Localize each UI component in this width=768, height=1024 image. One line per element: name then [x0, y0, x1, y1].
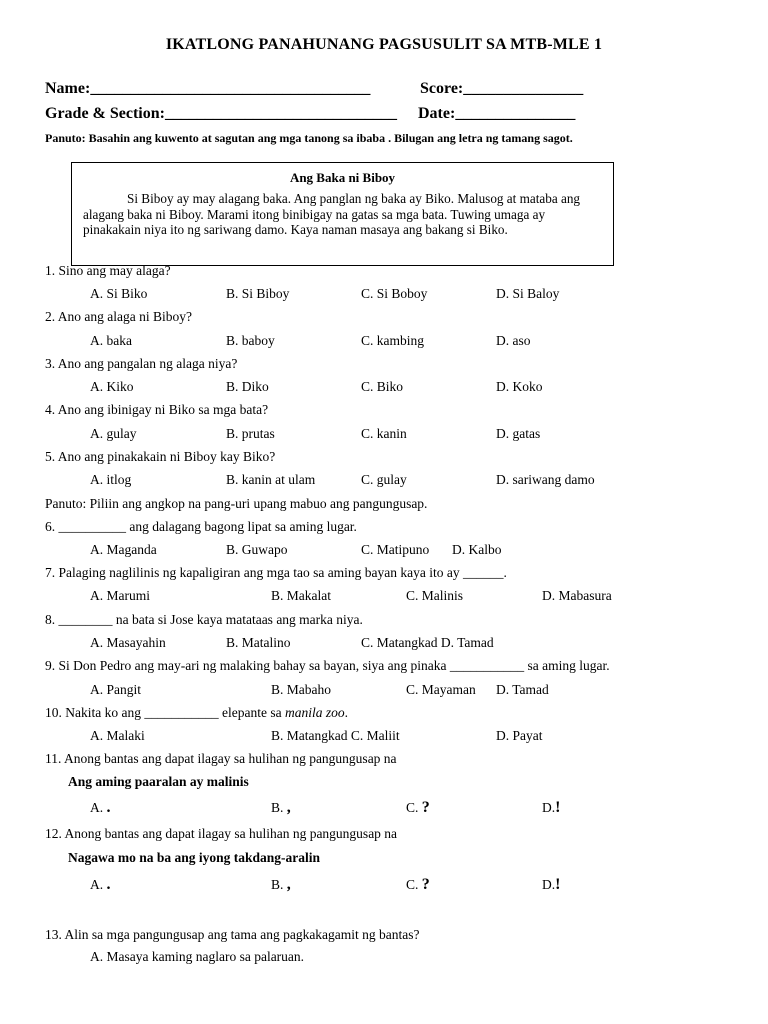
q12-option-d-letter: D.	[542, 877, 556, 892]
exclamation-mark: !	[555, 799, 561, 816]
q4-option-c[interactable]: C. kanin	[361, 426, 407, 441]
question-7: 7. Palaging naglilinis ng kapaligiran ang mga tao sa aming bayan kaya ito ay ______.	[45, 565, 507, 580]
q1-option-d[interactable]: D. Si Baloy	[496, 286, 560, 301]
q5-option-d[interactable]: D. sariwang damo	[496, 472, 595, 487]
q12-option-a-letter: A.	[90, 877, 107, 892]
q10-option-bc[interactable]: B. Matangkad C. Maliit	[271, 728, 400, 743]
story-text: Si Biboy ay may alagang baka. Ang panglan ng baka ay Biko. Malusog at mataba ang alagang baka ni Biboy. Marami itong binibigay na gatas sa mga bata. Tuwing umaga ay pinakakain niya ito ng sariwang damo. Kaya naman masaya ang bakang si Biko.	[83, 191, 581, 237]
q3-option-a[interactable]: A. Kiko	[90, 379, 134, 394]
q4-option-a[interactable]: A. gulay	[90, 426, 137, 441]
q1-option-a[interactable]: A. Si Biko	[90, 286, 148, 301]
instructions-reading: Panuto: Basahin ang kuwento at sagutan ang mga tanong sa ibaba . Bilugan ang letra ng tamang sagot.	[45, 131, 573, 145]
q6-option-d[interactable]: D. Kalbo	[452, 542, 502, 557]
q6-option-b[interactable]: B. Guwapo	[226, 542, 288, 557]
q6-option-c[interactable]: C. Matipuno	[361, 542, 430, 557]
q12-option-b[interactable]	[271, 876, 291, 894]
q3-option-c[interactable]: C. Biko	[361, 379, 404, 394]
date-field[interactable]: Date:_______________	[418, 105, 576, 122]
q12-option-c-letter: C.	[406, 877, 422, 892]
q8-option-b[interactable]: B. Matalino	[226, 635, 291, 650]
q9-option-a[interactable]: A. Pangit	[90, 682, 142, 697]
q12-sentence: Nagawa mo na ba ang iyong takdang-aralin	[68, 850, 321, 865]
q5-option-c[interactable]: C. gulay	[361, 472, 407, 487]
q9-option-c[interactable]: C. Mayaman	[406, 682, 476, 697]
question-2: 2. Ano ang alaga ni Biboy?	[45, 309, 192, 324]
q9-option-d[interactable]: D. Tamad	[496, 682, 549, 697]
question-12: 12. Anong bantas ang dapat ilagay sa hulihan ng pangungusap na	[45, 826, 398, 841]
q11-option-b[interactable]	[271, 799, 291, 817]
q9-option-b[interactable]: B. Mabaho	[271, 682, 331, 697]
comma-mark: ,	[286, 876, 291, 893]
q5-option-b[interactable]: B. kanin at ulam	[226, 472, 316, 487]
q7-option-c[interactable]: C. Malinis	[406, 588, 464, 603]
q12-option-d[interactable]	[542, 876, 560, 894]
q2-option-c[interactable]: C. kambing	[361, 333, 424, 348]
q7-option-d[interactable]: D. Mabasura	[542, 588, 612, 603]
q1-option-c[interactable]: C. Si Boboy	[361, 286, 428, 301]
page-title: IKATLONG PANAHUNANG PAGSUSULIT SA MTB-MLE 1	[165, 36, 603, 53]
q10-text: 10. Nakita ko ang ___________ elepante sa	[45, 705, 285, 720]
q11-option-c[interactable]	[406, 799, 430, 817]
q12-option-a[interactable]	[90, 876, 111, 894]
q10-option-a[interactable]: A. Malaki	[90, 728, 145, 743]
q8-option-a[interactable]: A. Masayahin	[90, 635, 166, 650]
q13-option-a[interactable]: A. Masaya kaming naglaro sa palaruan.	[90, 949, 305, 964]
q6-option-a[interactable]: A. Maganda	[90, 542, 157, 557]
name-field[interactable]: Name:___________________________________	[45, 80, 371, 97]
q11-option-d-letter: D.	[542, 800, 556, 815]
q4-option-d[interactable]: D. gatas	[496, 426, 541, 441]
period-mark: .	[106, 876, 111, 893]
q7-option-b[interactable]: B. Makalat	[271, 588, 331, 603]
q12-option-c[interactable]	[406, 876, 430, 894]
q7-option-a[interactable]: A. Marumi	[90, 588, 150, 603]
grade-section-field[interactable]: Grade & Section:_____________________________	[45, 105, 397, 122]
question-6: 6. __________ ang dalagang bagong lipat sa aming lugar.	[45, 519, 357, 534]
question-11: 11. Anong bantas ang dapat ilagay sa hulihan ng pangungusap na	[45, 751, 397, 766]
q10-period: .	[344, 705, 348, 720]
story-text-block	[83, 191, 603, 238]
q10-option-d[interactable]: D. Payat	[496, 728, 543, 743]
instructions-adjectives: Panuto: Piliin ang angkop na pang-uri upang mabuo ang pangungusap.	[45, 496, 428, 511]
exclamation-mark: !	[555, 876, 561, 893]
question-3: 3. Ano ang pangalan ng alaga niya?	[45, 356, 238, 371]
q3-option-b[interactable]: B. Diko	[226, 379, 269, 394]
story-box	[71, 162, 614, 266]
q11-option-d[interactable]	[542, 799, 560, 817]
question-4: 4. Ano ang ibinigay ni Biko sa mga bata?	[45, 402, 269, 417]
question-13: 13. Alin sa mga pangungusap ang tama ang pagkakagamit ng bantas?	[45, 927, 420, 942]
q1-option-b[interactable]: B. Si Biboy	[226, 286, 290, 301]
question-8: 8. ________ na bata si Jose kaya matataas ang marka niya.	[45, 612, 363, 627]
q2-option-b[interactable]: B. baboy	[226, 333, 275, 348]
question-5: 5. Ano ang pinakakain ni Biboy kay Biko?	[45, 449, 276, 464]
q8-option-cd[interactable]: C. Matangkad D. Tamad	[361, 635, 494, 650]
question-10	[45, 705, 348, 721]
period-mark: .	[106, 799, 111, 816]
comma-mark: ,	[286, 799, 291, 816]
question-mark: ?	[421, 876, 430, 893]
q11-option-a[interactable]	[90, 799, 111, 817]
score-field[interactable]: Score:_______________	[420, 80, 584, 97]
question-9: 9. Si Don Pedro ang may-ari ng malaking bahay sa bayan, siya ang pinaka ___________ sa aming lugar.	[45, 658, 610, 673]
q11-sentence: Ang aming paaralan ay malinis	[68, 774, 249, 789]
q11-option-a-letter: A.	[90, 800, 107, 815]
q11-option-b-letter: B.	[271, 800, 287, 815]
q2-option-d[interactable]: D. aso	[496, 333, 531, 348]
q5-option-a[interactable]: A. itlog	[90, 472, 132, 487]
q3-option-d[interactable]: D. Koko	[496, 379, 543, 394]
q4-option-b[interactable]: B. prutas	[226, 426, 275, 441]
story-title: Ang Baka ni Biboy	[289, 170, 396, 185]
q12-option-b-letter: B.	[271, 877, 287, 892]
q11-option-c-letter: C.	[406, 800, 422, 815]
q2-option-a[interactable]: A. baka	[90, 333, 132, 348]
question-1: 1. Sino ang may alaga?	[45, 263, 171, 278]
question-mark: ?	[421, 799, 430, 816]
q10-italic: manila zoo	[284, 705, 345, 720]
